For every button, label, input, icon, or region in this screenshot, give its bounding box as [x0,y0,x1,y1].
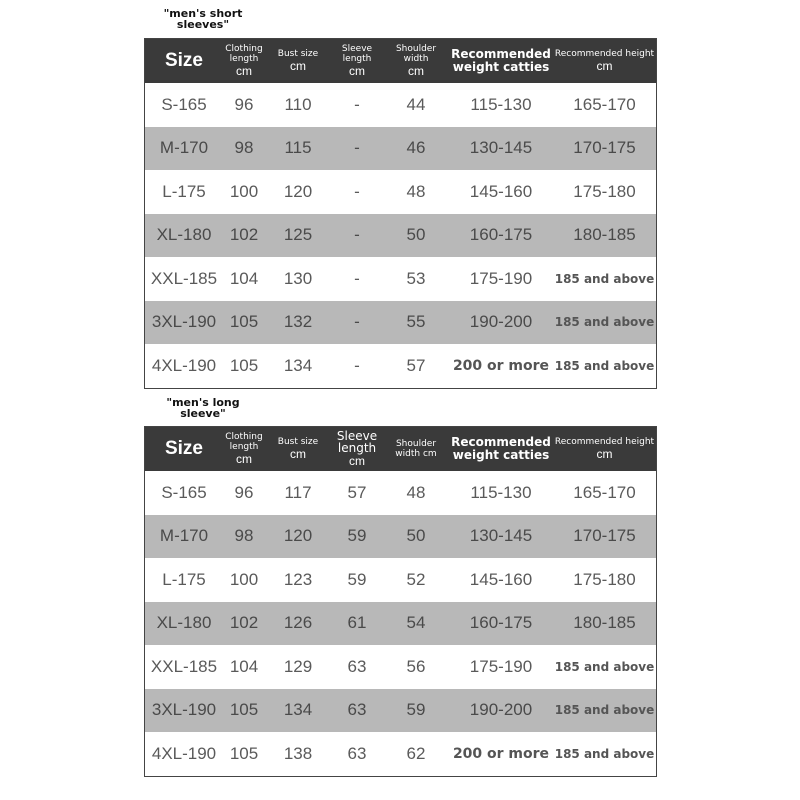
table-cell: 134 [283,355,313,375]
header-label: Bust size [277,436,319,447]
table-cell: 132 [283,312,313,332]
header-shoulder-width [383,439,449,459]
header-recommended-height [553,49,656,74]
table-cell: - [354,181,360,201]
table-cell: 105 [229,700,259,720]
header-unit: cm [596,446,613,461]
header-unit: cm [236,451,252,466]
table-cell: 102 [229,613,259,633]
table-cell: 175-190 [469,268,533,288]
table-cell: 59 [347,526,367,546]
table-cell: 61 [347,613,367,633]
table-cell: 185 and above [554,358,655,373]
table-cell: 115 [284,138,312,158]
table-cell: 170-175 [573,526,636,546]
table-cell: 185 and above [554,746,655,761]
table-cell: 50 [406,225,426,245]
header-label: Shoulder width [395,43,437,64]
table-cell: 52 [406,569,426,589]
table-header [145,427,656,471]
header-unit: cm [290,446,306,461]
caption-line: sleeve" [180,407,226,420]
table-cell: 102 [229,225,259,245]
table-cell: 165-170 [573,482,636,502]
table-cell: 53 [406,268,426,288]
table-cell: 3XL-190 [151,700,217,720]
header-sleeve-length [331,430,383,469]
table-cell: 185 and above [554,703,655,718]
table-row [145,515,656,559]
header-unit: cm [408,63,424,78]
table-cell: 130 [283,268,313,288]
header-unit: cm [236,63,252,78]
table-body [145,83,656,388]
table-cell: 145-160 [469,181,533,201]
table-cell: 59 [406,700,426,720]
table-cell: M-170 [159,526,209,546]
header-label: Clothing length [225,431,263,452]
table-cell: 175-190 [469,656,533,676]
caption-line: sleeves" [176,18,230,31]
table-cell: 190-200 [469,700,533,720]
table-cell: 105 [229,743,259,763]
table-cell: 100 [229,569,259,589]
table-cell: 117 [284,482,312,502]
table-cell: 98 [234,138,254,158]
header-label: Shoulder width cm [395,439,437,459]
short-sleeve-size-table [144,38,657,389]
table-cell: - [354,225,360,245]
header-size: Size [164,438,204,459]
table-cell: 98 [234,526,254,546]
table-cell: 105 [229,355,259,375]
table-cell: 180-185 [573,613,636,633]
table-cell: 96 [234,94,254,114]
table-cell: 120 [283,526,313,546]
table-cell: S-165 [161,94,207,114]
table-cell: XXL-185 [150,268,218,288]
table-row [145,257,656,301]
table-row [145,170,656,214]
header-clothing-length [223,44,265,79]
table-cell: 46 [406,138,426,158]
header-unit: cm [349,63,365,78]
short-sleeve-caption [160,8,246,30]
table-cell: S-165 [161,482,207,502]
table-cell: 165-170 [573,94,636,114]
table-cell: 115-130 [470,94,532,114]
table-cell: 126 [283,613,313,633]
table-cell: 134 [283,700,313,720]
table-cell: L-175 [162,181,206,201]
table-cell: 110 [284,94,312,114]
header-recommended-height [553,437,656,462]
table-cell: 96 [234,482,254,502]
table-cell: 125 [283,225,313,245]
table-cell: 145-160 [469,569,533,589]
table-cell: 48 [406,181,426,201]
table-cell: 100 [229,181,259,201]
header-label: Clothing length [225,43,263,64]
table-cell: 120 [283,181,313,201]
table-cell: 170-175 [573,138,636,158]
table-cell: 63 [347,700,367,720]
header-clothing-length [223,432,265,467]
header-size: Size [164,50,204,71]
table-cell: 175-180 [573,181,636,201]
table-cell: 123 [283,569,313,589]
table-cell: 138 [283,743,313,763]
table-cell: 57 [406,355,426,375]
table-cell: - [354,268,360,288]
table-cell: XL-180 [156,225,212,245]
table-row [145,301,656,345]
table-cell: - [354,312,360,332]
table-cell: 180-185 [573,225,636,245]
table-row [145,558,656,602]
table-cell: 63 [347,656,367,676]
table-cell: 130-145 [469,526,533,546]
table-row [145,602,656,646]
table-cell: 62 [406,743,426,763]
table-cell: 185 and above [554,315,655,330]
table-cell: M-170 [159,138,209,158]
header-bust-size [265,49,331,74]
header-bust-size [265,437,331,462]
table-cell: 185 and above [554,271,655,286]
table-row [145,127,656,171]
table-cell: 200 or more [452,745,550,762]
table-body [145,471,656,776]
table-cell: L-175 [162,569,206,589]
table-cell: 160-175 [469,613,533,633]
table-cell: 55 [406,312,426,332]
table-cell: 115-130 [470,482,532,502]
table-cell: 104 [229,656,259,676]
table-row [145,471,656,515]
table-cell: 190-200 [469,312,533,332]
header-label: Recommended height [554,436,655,447]
header-shoulder-width [383,44,449,79]
table-cell: 160-175 [469,225,533,245]
table-cell: 63 [347,743,367,763]
table-cell: 104 [229,268,259,288]
table-row [145,645,656,689]
header-unit: cm [290,58,306,73]
table-cell: 175-180 [573,569,636,589]
table-cell: - [354,94,360,114]
header-unit: cm [596,58,613,73]
table-cell: 185 and above [554,659,655,674]
table-header [145,39,656,83]
table-cell: 4XL-190 [151,743,217,763]
table-row [145,344,656,388]
table-cell: 57 [347,482,367,502]
header-recommended-weight: Recommended weight catties [451,435,551,462]
header-label: Sleeve length [341,43,373,64]
header-label: Sleeve length [336,428,378,455]
table-row [145,689,656,733]
long-sleeve-caption [160,397,246,419]
table-cell: 48 [406,482,426,502]
table-row [145,83,656,127]
table-cell: 200 or more [452,357,550,374]
table-cell: 59 [347,569,367,589]
table-cell: 50 [406,526,426,546]
table-cell: 105 [229,312,259,332]
caption-line: "men's long [166,396,240,409]
table-cell: 3XL-190 [151,312,217,332]
table-cell: 129 [283,656,313,676]
header-label: Bust size [277,48,319,59]
table-cell: - [354,355,360,375]
header-label: Recommended height [554,48,655,59]
caption-line: "men's short [163,7,243,20]
long-sleeve-size-table [144,426,657,777]
table-cell: 54 [406,613,426,633]
table-cell: XL-180 [156,613,212,633]
table-cell: 4XL-190 [151,355,217,375]
table-row [145,214,656,258]
header-unit: cm [349,453,365,468]
table-cell: XXL-185 [150,656,218,676]
table-row [145,732,656,776]
table-cell: 56 [406,656,426,676]
header-sleeve-length [331,44,383,79]
table-cell: - [354,138,360,158]
table-cell: 130-145 [469,138,533,158]
table-cell: 44 [406,94,426,114]
header-recommended-weight: Recommended weight catties [451,47,551,74]
